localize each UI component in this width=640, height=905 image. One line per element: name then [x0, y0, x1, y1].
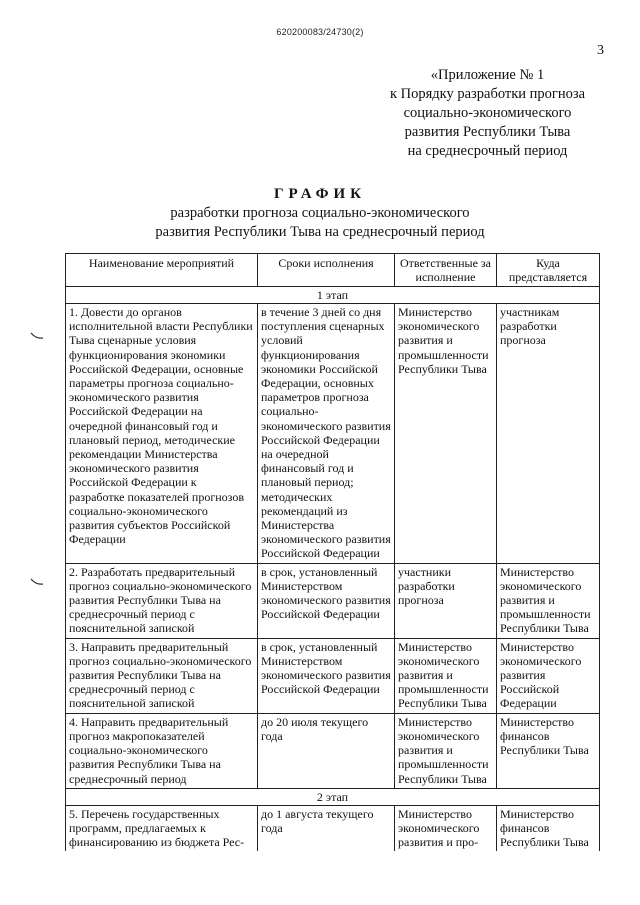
table-header-row	[66, 254, 600, 287]
table-row	[66, 563, 600, 638]
stage-row	[66, 788, 600, 805]
document-subtitle	[0, 204, 640, 242]
cell-activity: 3. Направить предварительный прогноз социально-экономического развития Республики Тыва на среднесрочный период с пояснительной запиской	[66, 638, 258, 713]
table-row	[66, 304, 600, 564]
stage-label: 2 этап	[66, 788, 600, 805]
cell-deadline: в течение 3 дней со дня поступления сценарных условий функционирования экономики Российской Федерации, основных параметров прогноза социально-экономического развития Российской Федерации на очередной финансовый год и плановый период; методических рекомендаций из Министерства экономического развития Российской Федерации	[258, 304, 395, 564]
appendix-line: на среднесрочный период	[407, 143, 568, 159]
header-deadlines: Сроки исполнения	[258, 254, 395, 287]
cell-activity: 5. Перечень государственных программ, предлагаемых к финансированию из бюджета Рес-	[66, 805, 258, 851]
cell-submitted-to: Министерство экономического развития и промышленности Республики Тыва	[497, 563, 600, 638]
table-row	[66, 638, 600, 713]
schedule-table	[65, 253, 600, 851]
cell-submitted-to: участникам разработки прогноза	[497, 304, 600, 564]
appendix-heading	[355, 66, 620, 161]
cell-deadline: в срок, установленный Министерством экономического развития Российской Федерации	[258, 563, 395, 638]
cell-activity: 1. Довести до органов исполнительной власти Республики Тыва сценарные условия функционирования экономики Российской Федерации, основные параметры прогноза социально-экономического развития Российской Федерации на очередной финансовый год и плановый период, методические рекомендации Министерства экономического развития Российской Федерации к разработке показателей прогнозов социально-экономического развития субъектов Российской Федерации	[66, 304, 258, 564]
cell-deadline: в срок, установленный Министерством экономического развития Российской Федерации	[258, 638, 395, 713]
appendix-line: «Приложение № 1	[430, 67, 545, 83]
page-number: 3	[597, 43, 604, 58]
cell-responsible: участники разработки прогноза	[395, 563, 497, 638]
cell-deadline: до 20 июля текущего года	[258, 713, 395, 788]
appendix-line: к Порядку разработки прогноза	[389, 86, 586, 102]
margin-tick-icon	[30, 578, 44, 586]
appendix-line: развития Республики Тыва	[404, 124, 571, 140]
table-row	[66, 805, 600, 851]
document-title: ГРАФИК	[273, 186, 367, 202]
cell-submitted-to: Министерство финансов Республики Тыва	[497, 713, 600, 788]
stage-label: 1 этап	[66, 287, 600, 304]
header-submitted-to: Куда представляется	[497, 254, 600, 287]
cell-deadline: до 1 августа текущего года	[258, 805, 395, 851]
subtitle-line: развития Республики Тыва на среднесрочный период	[155, 224, 485, 240]
header-responsible: Ответственные за исполнение	[395, 254, 497, 287]
cell-responsible: Министерство экономического развития и промышленности Республики Тыва	[395, 304, 497, 564]
margin-tick-icon	[30, 332, 44, 340]
cell-responsible: Министерство экономического развития и промышленности Республики Тыва	[395, 638, 497, 713]
subtitle-line: разработки прогноза социально-экономического	[170, 205, 470, 221]
cell-responsible: Министерство экономического развития и про-	[395, 805, 497, 851]
cell-submitted-to: Министерство экономического развития Российской Федерации	[497, 638, 600, 713]
cell-submitted-to: Министерство финансов Республики Тыва	[497, 805, 600, 851]
cell-responsible: Министерство экономического развития и промышленности Республики Тыва	[395, 713, 497, 788]
cell-activity: 4. Направить предварительный прогноз макропоказателей социально-экономического развития Республики Тыва на среднесрочный период	[66, 713, 258, 788]
table-row	[66, 713, 600, 788]
document-code: 620200083/24730(2)	[276, 27, 364, 37]
cell-activity: 2. Разработать предварительный прогноз социально-экономического развития Республики Тыва на среднесрочный период с пояснительной запиской	[66, 563, 258, 638]
header-activities: Наименование мероприятий	[66, 254, 258, 287]
appendix-line: социально-экономического	[403, 105, 572, 121]
stage-row	[66, 287, 600, 304]
